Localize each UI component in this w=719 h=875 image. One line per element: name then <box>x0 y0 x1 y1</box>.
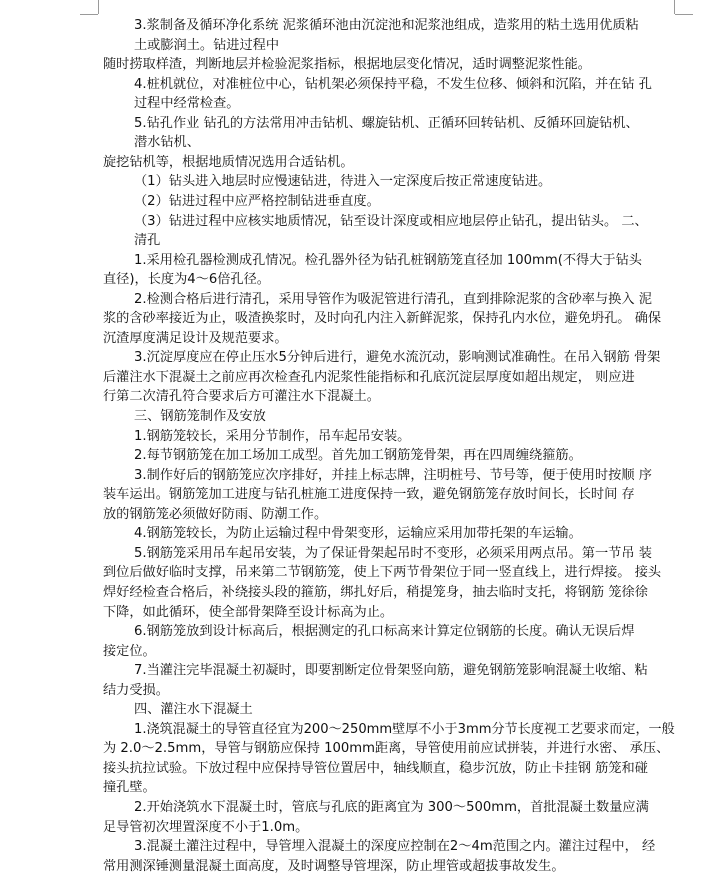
document-line: 5.钢筋笼采用吊车起吊安装，为了保证骨架起吊时不变形，必须采用两点吊。第一节吊 装 <box>134 545 652 561</box>
document-line: 三、钢筋笼制作及安放 <box>134 409 266 424</box>
document-line: （2）钻进过程中应严格控制钻进垂直度。 <box>134 193 380 209</box>
document-line: （1）钻头进入地层时应慢速钻进，待进入一定深度后按正常速度钻进。 <box>134 174 552 190</box>
document-line: 7.当灌注完毕混凝土初凝时，即要割断定位骨架竖向筋，避免钢筋笼影响混凝土收缩、粘 <box>134 663 648 679</box>
document-line: 6.钢筋笼放到设计标高后，根据测定的孔口标高来计算定位钢筋的长度。确认无误后焊 <box>134 624 635 640</box>
document-line: 1.采用检孔器检测成孔情况。检孔器外径为钻孔桩钢筋笼直径加 100mm(不得大于钻头 <box>134 252 642 268</box>
document-line: 1.钢筋笼较长，采用分节制作，吊车起吊安装。 <box>134 428 411 444</box>
document-line: （3）钻进过程中应核实地质情况，钻至设计深度或相应地层停止钻孔，提出钻头。 二、 <box>134 213 648 229</box>
document-line: 3.混凝土灌注过程中，导管埋入混凝土的深度应控制在2～4m范围之内。灌注过程中， 经 <box>134 839 656 855</box>
document-line: 4.钢筋笼较长，为防止运输过程中骨架变形，运输应采用加带托架的车运输。 <box>134 526 582 542</box>
document-line: 潜水钻机、 <box>134 135 200 151</box>
document-line: 土或膨润土。钻进过程中 <box>134 37 280 53</box>
document-line: 3.制作好后的钢筋笼应次序排好，并挂上标志牌，注明桩号、节号等，便于使用时按顺 序 <box>134 467 652 483</box>
document-line: 行第二次清孔符合要求后方可灌注水下混凝土。 <box>103 389 380 405</box>
page-corner-mark-right-h <box>675 14 693 15</box>
document-line: 装车运出。钢筋笼加工进度与钻孔桩施工进度保持一致，避免钢筋笼存放时间长，长时间 存 <box>103 487 635 503</box>
document-line: 沉渣厚度满足设计及规范要求。 <box>103 330 288 346</box>
document-line: 3.浆制备及循环净化系统 泥浆循环池由沉淀池和泥浆池组成，造浆用的粘土选用优质粘 <box>134 18 639 33</box>
document-line: 接头抗拉试验。下放过程中应保持导管位置居中，轴线顺直，稳步沉放，防止卡挂钢 筋笼和碰 <box>103 760 648 776</box>
document-line: 放的钢筋笼必须做好防雨、防潮工作。 <box>103 506 328 522</box>
document-line: 接定位。 <box>103 643 156 659</box>
document-line: 2.检测合格后进行清孔，采用导管作为吸泥管进行清孔，直到排除泥浆的含砂率与换入 泥 <box>134 291 652 307</box>
document-line: 为 2.0～2.5mm，导管与钢筋应保持 100mm距离，导管使用前应试拼装，并进行水密、 承压、 <box>103 741 670 757</box>
document-line: 随时捞取样渣，判断地层并检验泥浆指标，根据地层变化情况，适时调整泥浆性能。 <box>103 57 591 73</box>
document-line: 结力受损。 <box>103 682 169 698</box>
document-line: 撞孔壁。 <box>103 780 156 796</box>
document-line: 过程中经常检查。 <box>134 96 240 112</box>
page-corner-mark-right <box>674 0 675 14</box>
document-line: 旋挖钻机等，根据地质情况选用合适钻机。 <box>103 154 354 170</box>
document-line: 四、灌注水下混凝土 <box>134 702 253 718</box>
document-line: 后灌注水下混凝土之前应再次检查孔内泥浆性能指标和孔底沉淀层厚度如超出规定， 则应进 <box>103 369 635 385</box>
document-line: 2.开始浇筑水下混凝土时，管底与孔底的距离宜为 300～500mm，首批混凝土数量应满 <box>134 800 649 815</box>
document-line: 浆的含砂率接近为止，吸渣换浆时，及时向孔内注入新鲜泥浆，保持孔内水位，避免坍孔。 确保 <box>103 311 662 327</box>
document-line: 5.钻孔作业 钻孔的方法常用冲击钻机、螺旋钻机、正循环回转钻机、反循环回旋钻机、 <box>134 115 639 131</box>
document-line: 直径)，长度为4～6倍孔径。 <box>103 272 270 288</box>
document-line: 1.浇筑混凝土的导管直径宜为200～250mm壁厚不小于3mm分节长度视工艺要求而定，一般 <box>134 721 675 737</box>
document-line: 清孔 <box>134 233 161 249</box>
document-line: 2.每节钢筋笼在加工场加工成型。首先加工钢筋笼骨架，再在四周缠绕箍筋。 <box>134 448 582 464</box>
document-line: 下降，如此循环，使全部骨架降至设计标高为止。 <box>103 604 394 620</box>
document-line: 足导管初次埋置深度不小于1.0m。 <box>103 819 309 835</box>
document-line: 4.桩机就位，对准桩位中心，钻机架必须保持平稳，不发生位移、倾斜和沉陷，并在钻 孔 <box>134 76 652 92</box>
document-line: 3.沉淀厚度应在停止压水5分钟后进行，避免水流沉动，影响测试准确性。在吊入钢筋 骨架 <box>134 350 661 366</box>
document-line: 焊好经检查合格后，补绕接头段的箍筋，绑扎好后，稍提笼身，抽去临时支托，将钢筋 笼徐徐 <box>103 584 648 600</box>
document-line: 常用测深锤测量混凝土面高度，及时调整导管埋深，防止埋管或超拔事故发生。 <box>103 858 565 874</box>
page-corner-mark-left <box>98 0 99 14</box>
document-line: 到位后做好临时支撑，吊来第二节钢筋笼，使上下两节骨架位于同一竖直线上，进行焊接。 接头 <box>103 565 662 581</box>
page-corner-mark-left-h <box>80 14 98 15</box>
